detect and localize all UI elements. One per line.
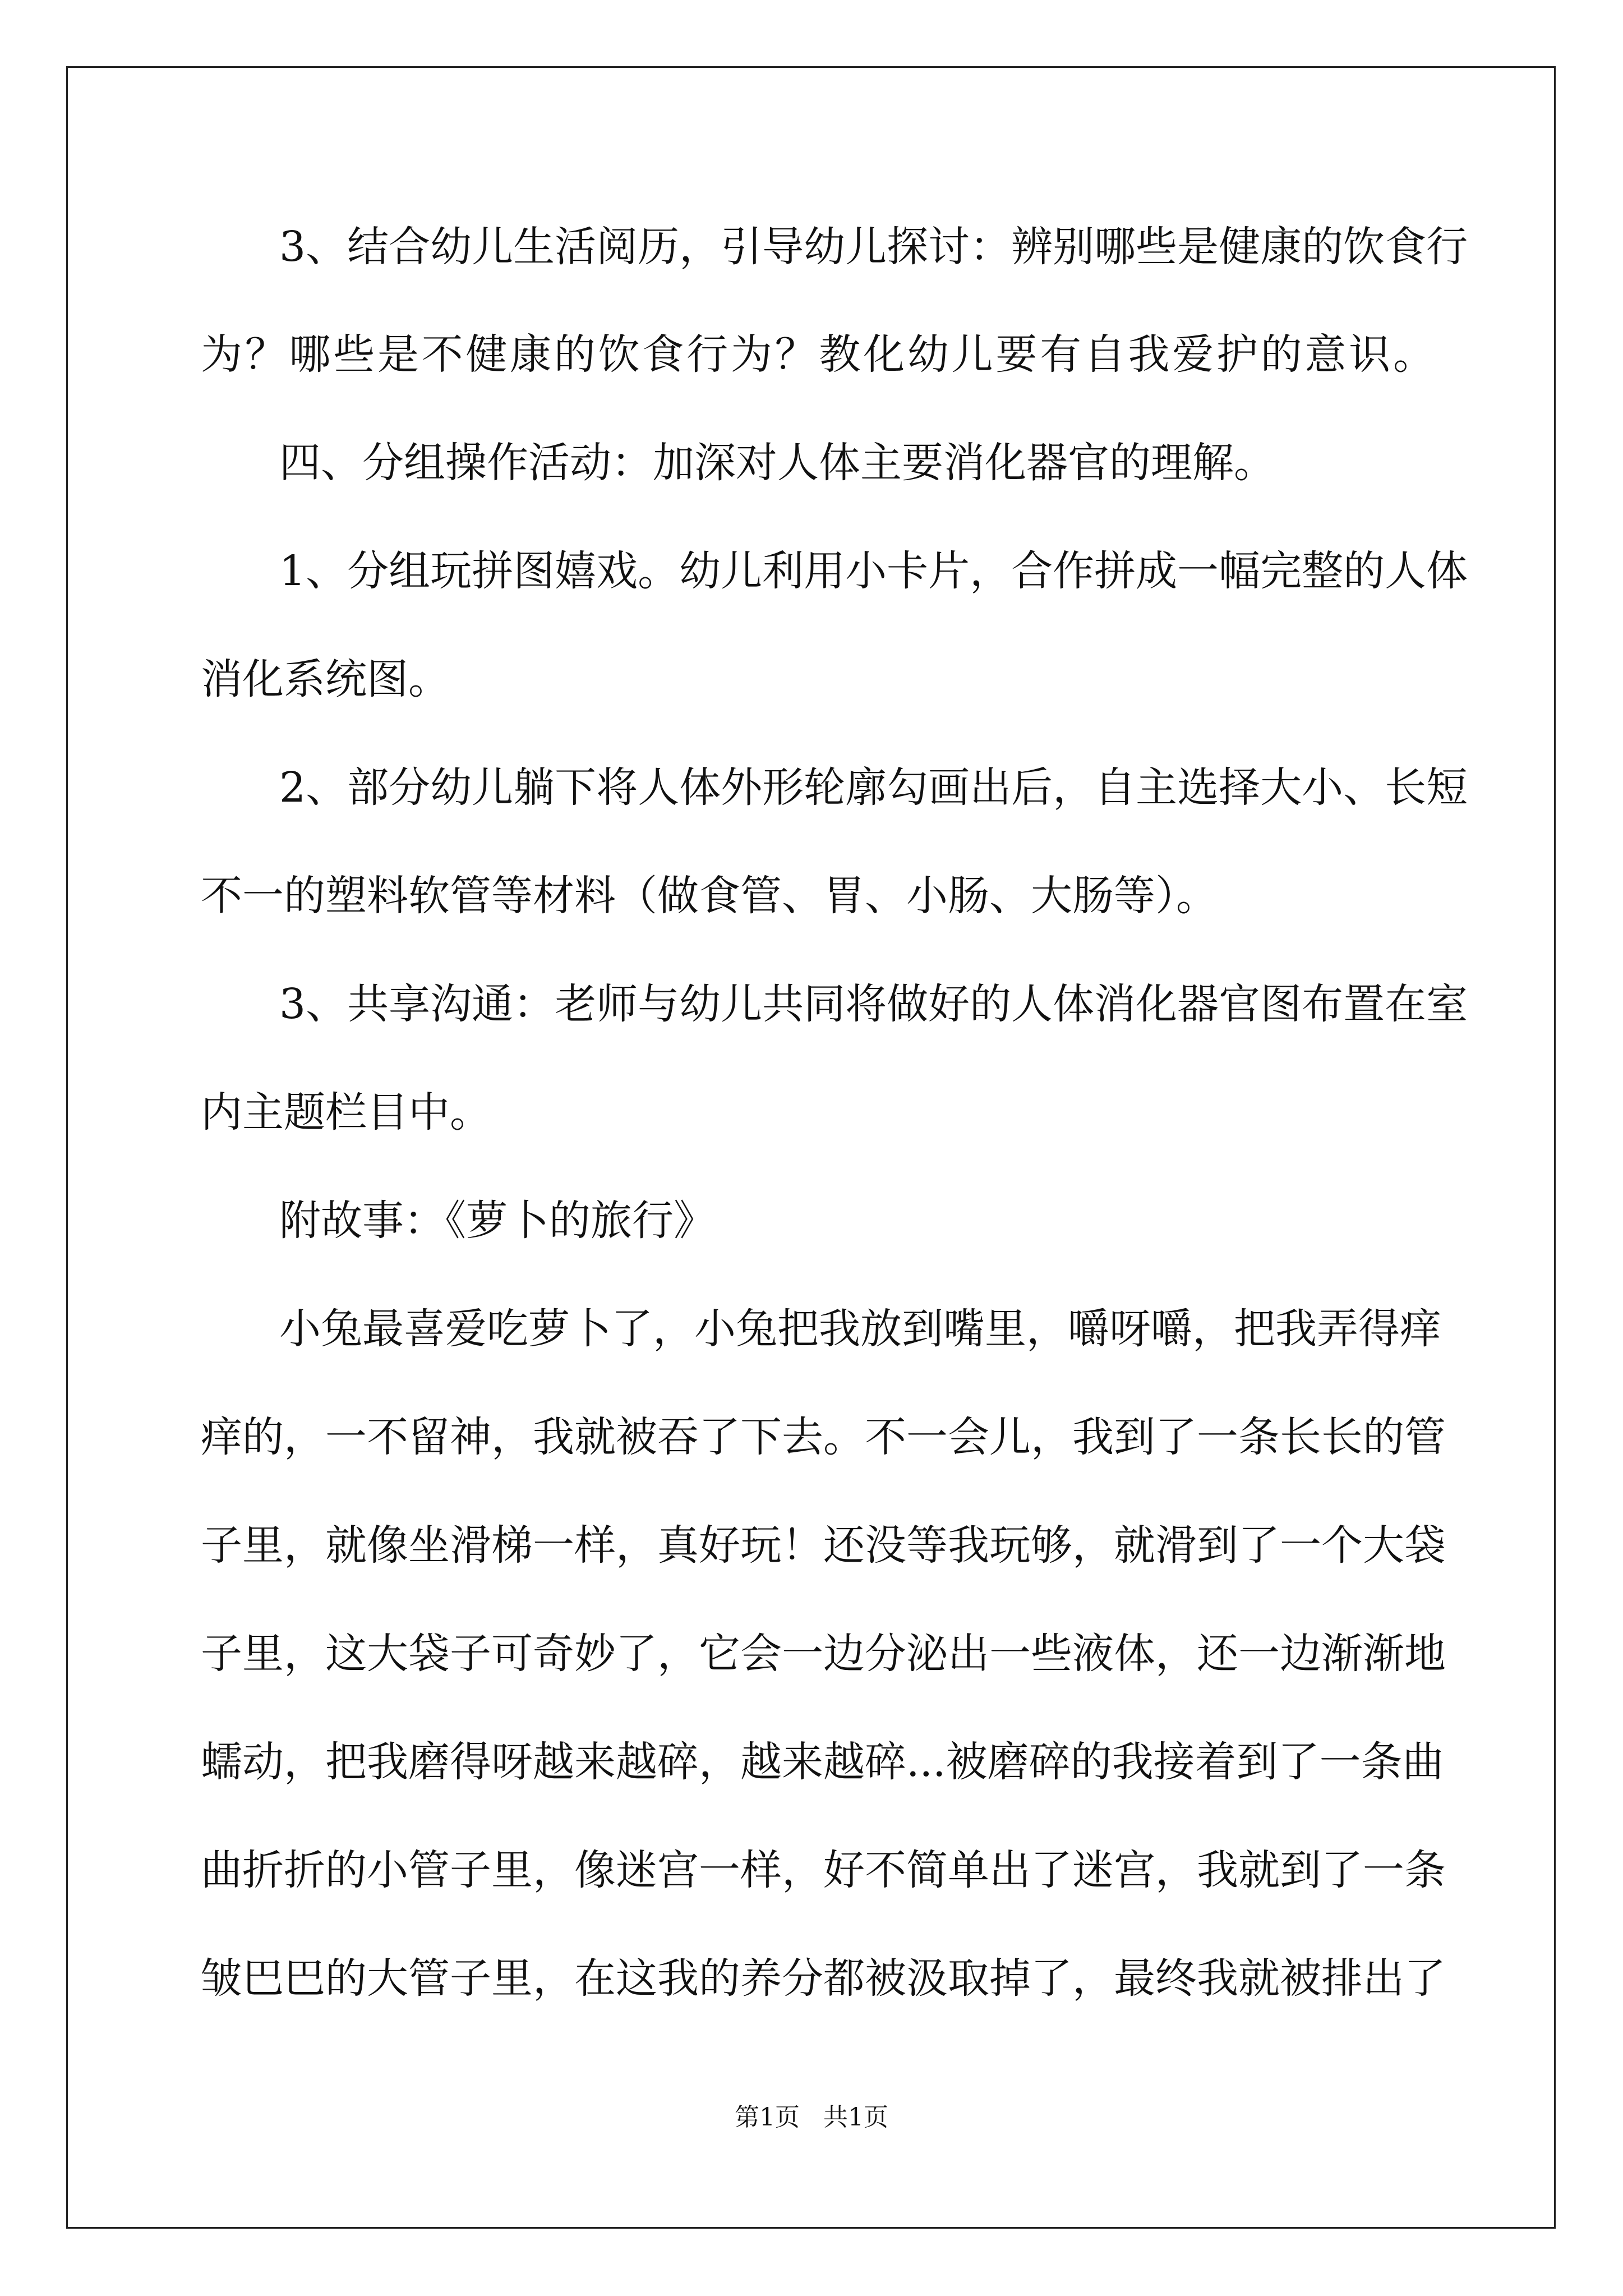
page-total: 共1页 [823, 2103, 888, 2132]
text-line: 四、分组操作活动：加深对人体主要消化器官的理解。 [279, 439, 1275, 487]
page-border [66, 66, 1556, 2229]
text-line: 不一的塑料软管等材料（做食管、胃、小肠、大肠等）。 [201, 872, 1218, 920]
page-number: 第1页 [735, 2103, 800, 2132]
text-line: 蠕动，把我磨得呀越来越碎，越来越碎...被磨碎的我接着到了一条曲 [201, 1738, 1444, 1786]
text-line: 3、共享沟通：老师与幼儿共同将做好的人体消化器官图布置在室 [279, 980, 1468, 1028]
text-line: 1、分组玩拼图嬉戏。幼儿利用小卡片，合作拼成一幅完整的人体 [279, 547, 1468, 595]
text-line: 皱巴巴的大管子里，在这我的养分都被汲取掉了，最终我就被排出了 [201, 1954, 1446, 2003]
text-line: 小兔最喜爱吃萝卜了，小兔把我放到嘴里，嚼呀嚼，把我弄得痒 [279, 1305, 1441, 1353]
text-line: 附故事：《萝卜的旅行》 [279, 1197, 715, 1245]
text-line: 2、部分幼儿躺下将人体外形轮廓勾画出后，自主选择大小、长短 [279, 763, 1468, 812]
text-line: 子里，这大袋子可奇妙了，它会一边分泌出一些液体，还一边渐渐地 [201, 1630, 1446, 1678]
text-line: 为？哪些是不健康的饮食行为？教化幼儿要有自我爱护的意识。 [201, 330, 1435, 379]
text-line: 痒的，一不留神，我就被吞了下去。不一会儿，我到了一条长长的管 [201, 1413, 1446, 1461]
text-line: 消化系统图。 [201, 655, 450, 703]
footer-spacer [800, 2103, 823, 2132]
text-line: 曲折折的小管子里，像迷宫一样，好不简单出了迷宫，我就到了一条 [201, 1846, 1446, 1894]
text-line: 子里，就像坐滑梯一样，真好玩！还没等我玩够，就滑到了一个大袋 [201, 1521, 1446, 1570]
text-line: 3、结合幼儿生活阅历，引导幼儿探讨：辨别哪些是健康的饮食行 [279, 223, 1468, 271]
page-footer [0, 2101, 1623, 2134]
text-line: 内主题栏目中。 [201, 1088, 491, 1137]
